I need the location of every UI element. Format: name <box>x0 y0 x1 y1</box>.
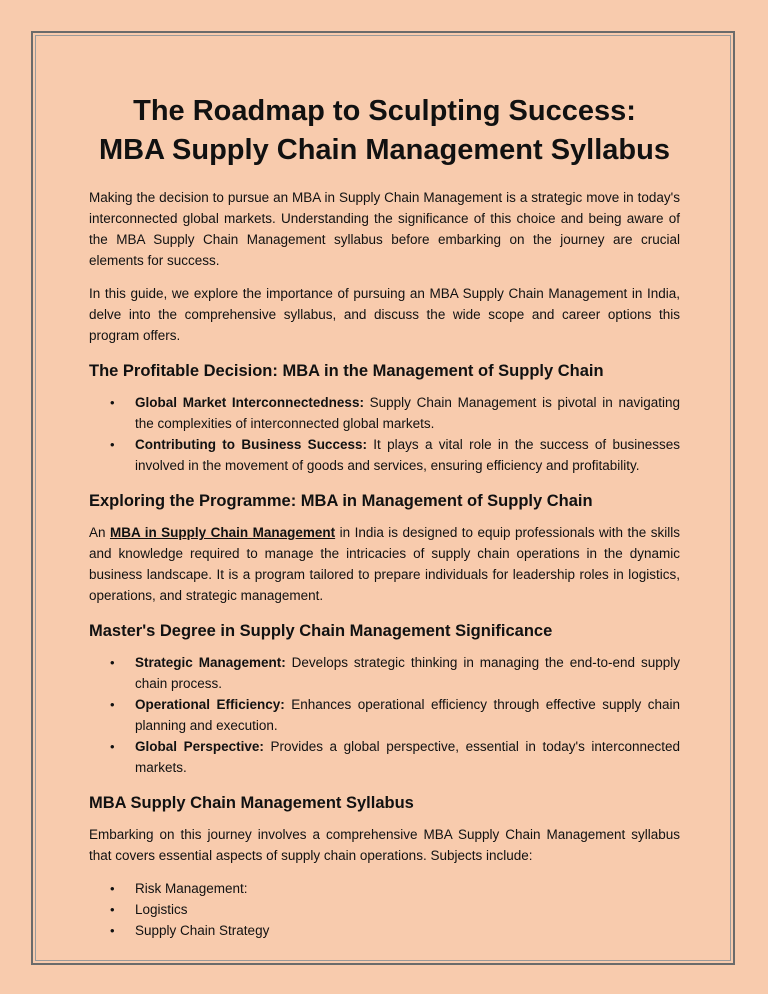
intro-paragraph-1: Making the decision to pursue an MBA in Supply Chain Management is a strategic move in today's interconnected global markets. Understanding the significance of this choice and being aware of the MBA Supply Chain Management syllabus before embarking on the journey are crucial elements for success. <box>89 190 680 268</box>
programme-text-post: in India is designed to equip professionals with the skills and knowledge required to manage the intricacies of supply chain operations in the dynamic business landscape. It is a program tailored to prepare individuals for leadership roles in logistics, operations, and strategic management. <box>89 525 680 603</box>
bullet-icon: • <box>110 697 115 712</box>
bullet-icon: • <box>110 437 115 452</box>
significance-list <box>89 652 680 778</box>
list-item-text: Risk Management: <box>135 881 248 896</box>
list-item-text: Develops strategic thinking in managing the end-to-end supply chain process. <box>135 655 680 691</box>
bullet-icon: • <box>110 902 115 917</box>
list-item-text: Enhances operational efficiency through effective supply chain planning and execution. <box>135 697 680 733</box>
bullet-icon: • <box>110 395 115 410</box>
section-heading-syllabus: MBA Supply Chain Management Syllabus <box>89 794 414 812</box>
bullet-icon: • <box>110 881 115 896</box>
list-item-text: Supply Chain Management is pivotal in navigating the complexities of interconnected global markets. <box>135 395 680 431</box>
list-item <box>110 694 680 736</box>
list-item <box>110 434 681 476</box>
list-item-text: Provides a global perspective, essential in today's interconnected markets. <box>135 739 680 775</box>
bullet-icon: • <box>110 655 115 670</box>
list-item-text: It plays a vital role in the success of businesses involved in the movement of goods and services, ensuring efficiency and profitability. <box>135 437 681 473</box>
list-item <box>110 392 680 434</box>
list-item <box>110 878 680 899</box>
list-item-term: Strategic Management: <box>135 655 286 670</box>
intro-paragraph-2: In this guide, we explore the importance of pursuing an MBA Supply Chain Management in India, delve into the comprehensive syllabus, and discuss the wide scope and career options this program offers. <box>89 286 680 343</box>
programme-paragraph <box>89 522 680 606</box>
list-item-text: Supply Chain Strategy <box>135 923 270 938</box>
mba-supply-chain-link[interactable]: MBA in Supply Chain Management <box>109 525 336 540</box>
page-title: The Roadmap to Sculpting Success: MBA Supply Chain Management Syllabus <box>99 95 670 166</box>
list-item <box>110 899 680 920</box>
section-heading-profitable-decision: The Profitable Decision: MBA in the Management of Supply Chain <box>89 362 604 380</box>
list-item-term: Global Perspective: <box>135 739 264 754</box>
syllabus-list <box>89 878 680 941</box>
list-item-text: Logistics <box>135 902 188 917</box>
section-heading-significance: Master's Degree in Supply Chain Management Significance <box>89 622 553 640</box>
list-item <box>110 736 680 778</box>
profitable-decision-list <box>89 392 680 476</box>
list-item-term: Contributing to Business Success: <box>135 437 367 452</box>
syllabus-paragraph: Embarking on this journey involves a comprehensive MBA Supply Chain Management syllabus that covers essential aspects of supply chain operations. Subjects include: <box>89 827 680 863</box>
programme-text-pre: An <box>89 525 110 540</box>
section-heading-exploring-programme: Exploring the Programme: MBA in Management of Supply Chain <box>89 492 593 510</box>
bullet-icon: • <box>110 923 115 938</box>
list-item-term: Global Market Interconnectedness: <box>135 395 364 410</box>
list-item-term: Operational Efficiency: <box>135 697 285 712</box>
list-item <box>110 920 680 941</box>
bullet-icon: • <box>110 739 115 754</box>
document-body <box>89 92 680 951</box>
list-item <box>110 652 680 694</box>
